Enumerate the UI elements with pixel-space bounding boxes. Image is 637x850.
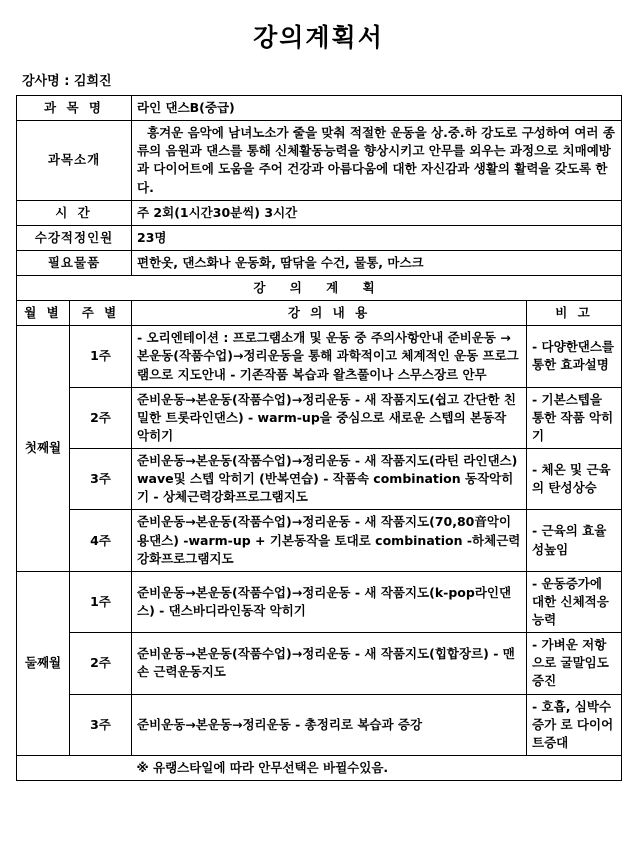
label-capacity: 수강적정인원: [17, 225, 132, 250]
label-items: 필요물품: [17, 250, 132, 275]
week-note: - 근육의 효율성높임: [527, 510, 622, 571]
table-row: [17, 387, 622, 448]
table-row: [17, 571, 622, 632]
value-subject: 라인 댄스B(중급): [132, 96, 622, 121]
table-row-time: [17, 200, 622, 225]
column-header-month: 월 별: [17, 301, 70, 326]
table-row-footnote: [17, 755, 622, 780]
week-content: 준비운동→본운동→정리운동 - 총정리로 복습과 증강: [132, 694, 527, 755]
syllabus-table: [16, 95, 622, 781]
label-time: 시 간: [17, 200, 132, 225]
value-capacity: 23명: [132, 225, 622, 250]
instructor-name: 강사명 : 김희진: [22, 74, 112, 89]
week-note: - 체온 및 근육의 탄성상승: [527, 449, 622, 510]
week-content: 준비운동→본운동(작품수업)→정리운동 - 새 작품지도(쉽고 간단한 친밀한 트롯라인댄스) - warm-up을 중심으로 새로운 스텝의 본동작 악히기: [132, 387, 527, 448]
week-label: 3주: [70, 449, 132, 510]
week-label: 1주: [70, 571, 132, 632]
page-title: 강의계획서: [253, 23, 384, 52]
label-subject: 과 목 명: [17, 96, 132, 121]
week-note: - 기본스텝을 통한 작품 악히기: [527, 387, 622, 448]
week-label: 4주: [70, 510, 132, 571]
table-row-subject: [17, 96, 622, 121]
month-label: 둘째월: [17, 571, 70, 755]
table-row-intro: [17, 121, 622, 201]
week-label: 1주: [70, 326, 132, 387]
value-intro: 흥겨운 음악에 남녀노소가 줄을 맞춰 적절한 운동을 상.중.하 강도로 구성하여 여러 종류의 음원과 댄스를 통해 신체활동능력을 향상시키고 안무를 외우는 과정으로 치매예방과 다이어트에 도움을 주어 건강과 아름다움에 대한 자신감과 생활의 활력을 갖도록 한다.: [132, 121, 622, 201]
week-content: - 오리엔테이션 : 프로그램소개 및 운동 중 주의사항안내 준비운동 →본운동(작품수업)→정리운동을 통해 과학적이고 체계적인 운동 프로그램으로 지도안내 - 기존작품 복습과 왈츠풀이나 스무스장르 안무: [132, 326, 527, 387]
table-row-capacity: [17, 225, 622, 250]
footnote: ※ 유랭스타일에 따라 안무선택은 바뀔수있음.: [132, 755, 622, 780]
week-note: - 가벼운 저항으로 굴말임도증진: [527, 633, 622, 694]
table-row: [17, 694, 622, 755]
week-content: 준비운동→본운동(작품수업)→정리운동 - 새 작품지도(k-pop라인댄스) - 댄스바디라인동작 악히기: [132, 571, 527, 632]
value-time: 주 2회(1시간30분씩) 3시간: [132, 200, 622, 225]
week-label: 2주: [70, 633, 132, 694]
week-note: - 호흡, 심박수증가 로 다이어트증대: [527, 694, 622, 755]
week-label: 2주: [70, 387, 132, 448]
document-page: [0, 18, 637, 850]
week-label: 3주: [70, 694, 132, 755]
column-header-week: 주 별: [70, 301, 132, 326]
week-content: 준비운동→본운동(작품수업)→정리운동 - 새 작품지도(힙합장르) - 맨손 근력운동지도: [132, 633, 527, 694]
column-header-content: 강 의 내 용: [132, 301, 527, 326]
table-row-column-headers: [17, 301, 622, 326]
week-content: 준비운동→본운동(작품수업)→정리운동 - 새 작품지도(라틴 라인댄스) wave및 스텝 악히기 (반복연습) - 작품속 combination 동작악히기 - 상체근력강화프로그램지도: [132, 449, 527, 510]
column-header-note: 비 고: [527, 301, 622, 326]
table-row-items: [17, 250, 622, 275]
week-content: 준비운동→본운동(작품수업)→정리운동 - 새 작품지도(70,80音악이용댄스) -warm-up + 기본동작을 토대로 combination -하체근력강화프로그램지도: [132, 510, 527, 571]
week-note: - 다양한댄스를 통한 효과설명: [527, 326, 622, 387]
value-items: 편한옷, 댄스화나 운동화, 땀닦을 수건, 물통, 마스크: [132, 250, 622, 275]
footnote-spacer-left: [17, 755, 70, 780]
plan-header: 강 의 계 획: [17, 276, 622, 301]
table-row: [17, 449, 622, 510]
table-row-plan-header: [17, 276, 622, 301]
table-row: [17, 633, 622, 694]
table-row: [17, 510, 622, 571]
month-label: 첫째월: [17, 326, 70, 572]
label-intro: 과목소개: [17, 121, 132, 201]
week-note: - 운동증가에 대한 신체적응능력: [527, 571, 622, 632]
footnote-spacer-mid: [70, 755, 132, 780]
table-row: [17, 326, 622, 387]
